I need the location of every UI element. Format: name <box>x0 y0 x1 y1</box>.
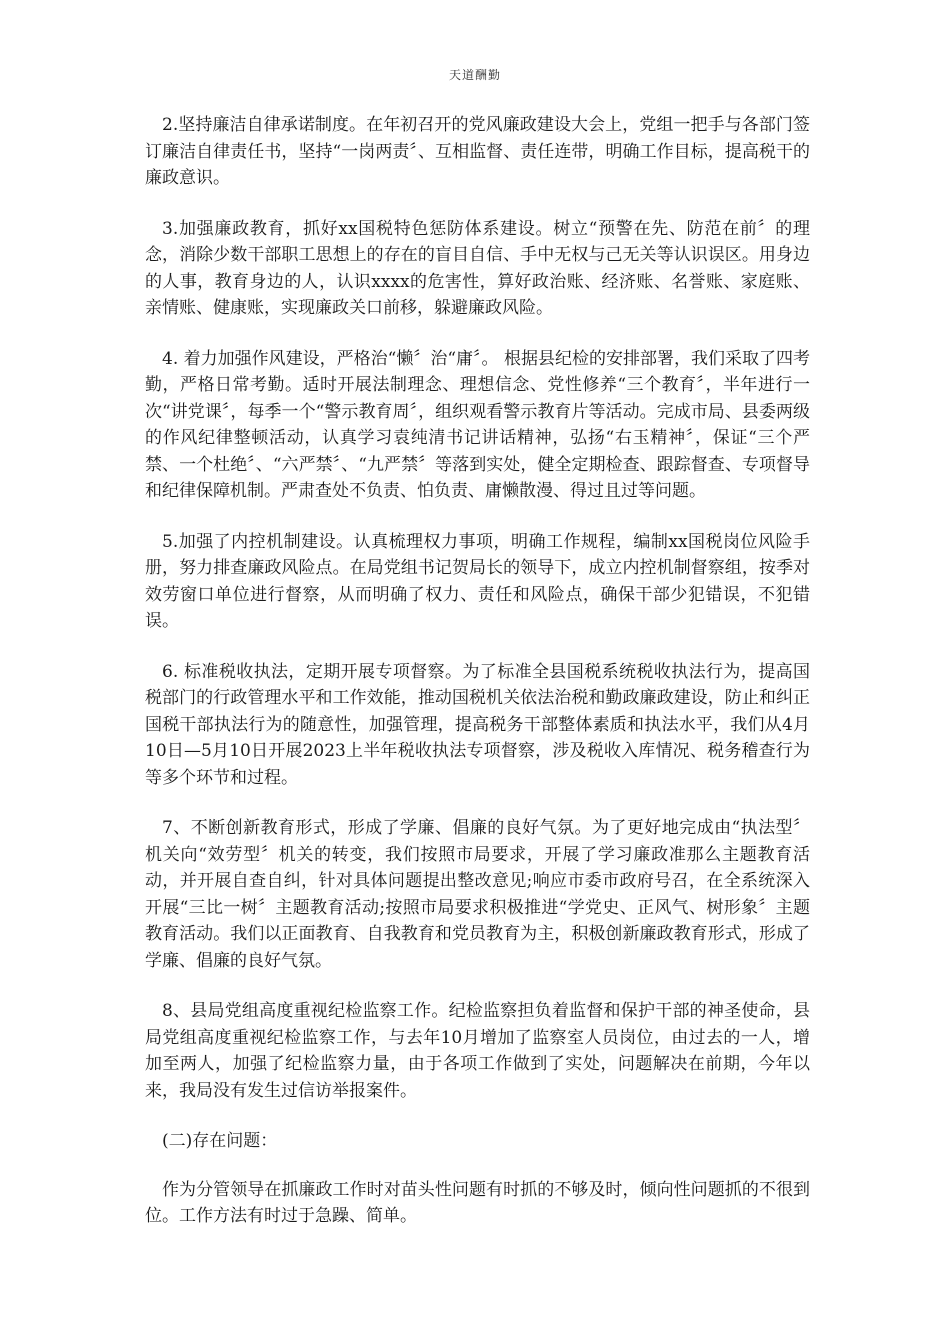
paragraph-item-5: 5.加强了内控机制建设。认真梳理权力事项，明确工作规程，编制xx国税岗位风险手册，努力排查廉政风险点。在局党组书记贺局长的领导下，成立内控机制督察组，按季对效劳窗口单位进行督察，从而明确了权力、责任和风险点，确保干部少犯错误，不犯错误。 <box>145 531 810 631</box>
paragraph-item-6: 6. 标准税收执法，定期开展专项督察。为了标准全县国税系统税收执法行为，提高国税部门的行政管理水平和工作效能，推动国税机关依法治税和勤政廉政建设，防止和纠正国税干部执法行为的随意性，加强管理，提高税务干部整体素质和执法水平，我们从4月10日—5月10日开展2023上半年税收执法专项督察，涉及税收入库情况、税务稽查行为等多个环节和过程。 <box>145 661 810 788</box>
paragraph-item-8: 8、县局党组高度重视纪检监察工作。纪检监察担负着监督和保护干部的神圣使命，县局党组高度重视纪检监察工作，与去年10月增加了监察室人员岗位，由过去的一人，增加至两人，加强了纪检监察力量，由于各项工作做到了实处，问题解决在前期，今年以来，我局没有发生过信访举报案件。 <box>145 1001 810 1101</box>
paragraph-item-2: 2.坚持廉洁自律承诺制度。在年初召开的党风廉政建设大会上，党组一把手与各部门签订廉洁自律责任书，坚持“一岗两责〞、互相监督、责任连带，明确工作目标，提高税干的廉政意识。 <box>145 115 810 188</box>
paragraph-item-3: 3.加强廉政教育，抓好xx国税特色惩防体系建设。树立“预警在先、防范在前〞的理念，消除少数干部职工思想上的存在的盲目自信、手中无权与己无关等认识误区。用身边的人事，教育身边的人，认识xxxx的危害性，算好政治账、经济账、名誉账、家庭账、亲情账、健康账，实现廉政关口前移，躲避廉政风险。 <box>145 218 810 318</box>
document-body <box>145 112 810 1254</box>
section-heading-problems: (二)存在问题： <box>162 1131 278 1151</box>
page-header: 天道酬勤 <box>448 68 501 82</box>
paragraph-item-7: 7、不断创新教育形式，形成了学廉、倡廉的良好气氛。为了更好地完成由“执法型〞机关向“效劳型〞机关的转变，我们按照市局要求，开展了学习廉政准那么主题教育活动，并开展自查自纠，针对具体问题提出整改意见;响应市委市政府号召，在全系统深入开展“三比一树〞主题教育活动;按照市局要求积极推进“学党史、正风气、树形象〞主题教育活动。我们以正面教育、自我教育和党员教育为主，积极创新廉政教育形式，形成了学廉、倡廉的良好气氛。 <box>145 818 810 971</box>
paragraph-item-4: 4. 着力加强作风建设，严格治“懒〞治“庸〞。 根据县纪检的安排部署，我们采取了四考勤，严格日常考勤。适时开展法制理念、理想信念、党性修养“三个教育〞，半年进行一次“讲党课〞，每季一个“警示教育周〞，组织观看警示教育片等活动。完成市局、县委两级的作风纪律整顿活动，认真学习袁纯清书记讲话精神，弘扬“右玉精神〞，保证“三个严禁、一个杜绝〞、“六严禁〞、“九严禁〞等落到实处，健全定期检查、跟踪督查、专项督导和纪律保障机制。严肃查处不负责、怕负责、庸懒散漫、得过且过等问题。 <box>145 348 810 501</box>
paragraph-problems: 作为分管领导在抓廉政工作时对苗头性问题有时抓的不够及时，倾向性问题抓的不很到位。工作方法有时过于急躁、简单。 <box>145 1179 810 1226</box>
